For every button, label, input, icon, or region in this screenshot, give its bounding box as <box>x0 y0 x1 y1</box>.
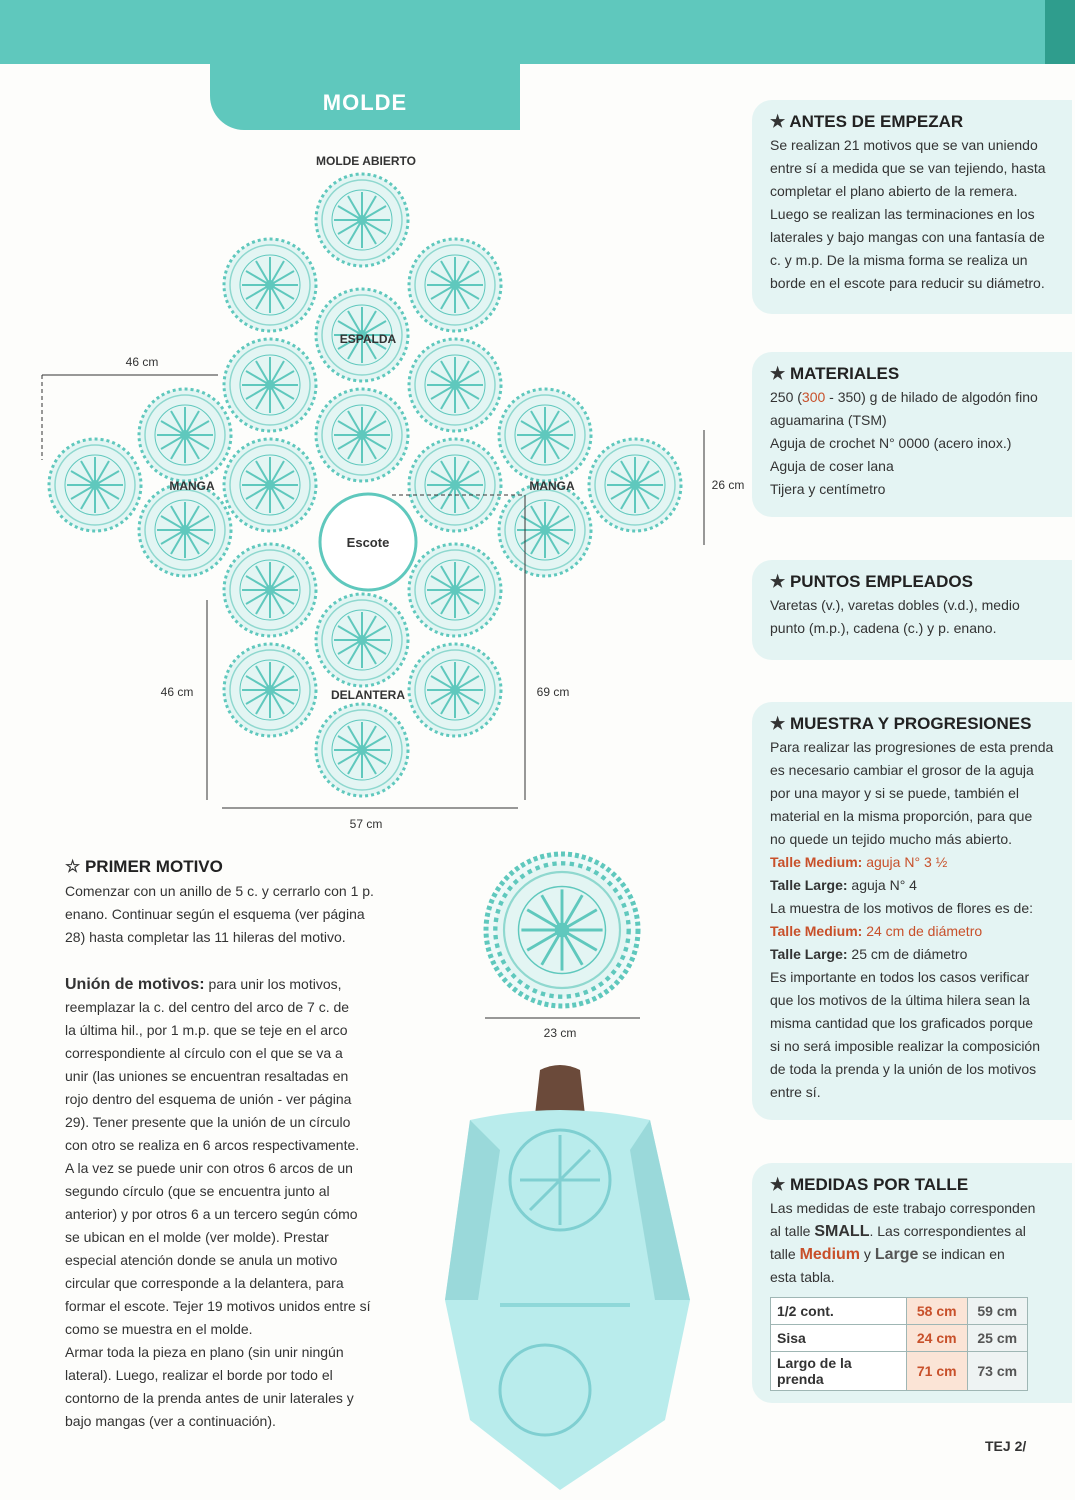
union-line: Armar toda la pieza en plano (sin unir ningún <box>65 1344 344 1360</box>
union-line: segundo círculo (que se encuentra junto al <box>65 1183 330 1199</box>
materiales-title: MATERIALES <box>789 364 900 383</box>
antes-line: Se realizan 21 motivos que se van uniendo <box>770 137 1038 153</box>
antes-line: laterales y bajo mangas con una fantasía de <box>770 229 1045 245</box>
puntos-line: Varetas (v.), varetas dobles (v.d.), medio <box>770 597 1020 613</box>
antes-line: entre sí a medida que se van tejiendo, hasta <box>770 160 1046 176</box>
row-large: 73 cm <box>967 1352 1028 1391</box>
muestra-line2: que los motivos de la última hilera sean la <box>770 992 1030 1008</box>
primer-line-2: enano. Continuar según el esquema (ver página <box>65 906 365 922</box>
union-line: como se muestra en el molde. <box>65 1321 253 1337</box>
tm-label: Talle Medium: <box>770 854 863 870</box>
top-color-band-edge <box>1045 0 1075 64</box>
dim-width: 57 cm <box>349 817 383 831</box>
size-small: SMALL <box>814 1223 870 1240</box>
dim-height: 69 cm <box>536 685 570 699</box>
dim-side-height: 46 cm <box>160 685 194 699</box>
dim-motif-diameter: 23 cm <box>543 1026 577 1040</box>
union-line: anterior) y por otros 6 a un tercero según cómo <box>65 1206 358 1222</box>
antes-line: borde en el escote para reducir su diámetro. <box>770 275 1045 291</box>
sizes-table <box>770 1297 1028 1391</box>
row-label: 1/2 cont. <box>771 1298 907 1325</box>
muestra-line2: si no será imposible realizar la composición <box>770 1038 1041 1054</box>
muestra-line2: misma cantidad que los graficados porque <box>770 1015 1034 1031</box>
antes-box <box>752 100 1072 314</box>
row-large: 25 cm <box>967 1325 1028 1352</box>
single-motif-sample <box>486 854 638 1006</box>
union-first-line: para unir los motivos, <box>204 976 342 992</box>
union-line: lateral). Luego, realizar el borde por todo el <box>65 1367 333 1383</box>
union-line: circular que corresponde a la delantera, para <box>65 1275 344 1291</box>
union-line: la última hil., por 1 m.p. que se teje en el arco <box>65 1022 348 1038</box>
union-line: contorno de la prenda antes de unir laterales y <box>65 1390 354 1406</box>
muestra-line2: entre sí. <box>770 1084 821 1100</box>
medidas-l2b: . Las correspondientes al <box>869 1223 1026 1239</box>
muestra-line2: Es importante en todos los casos verificar <box>770 969 1030 985</box>
materiales-box <box>752 352 1072 517</box>
primer-motivo-section <box>65 855 395 949</box>
union-section <box>65 973 395 1433</box>
materiales-heading: ★ MATERIALES <box>770 364 900 383</box>
medidas-l3a: talle <box>770 1246 800 1262</box>
tm-value: aguja N° 3 ½ <box>862 854 948 870</box>
muestra-line2: de toda la prenda y la unión de los motivos <box>770 1061 1037 1077</box>
tm2-value: 24 cm de diámetro <box>862 923 983 939</box>
muestra-sample-line: La muestra de los motivos de flores es de: <box>770 900 1034 916</box>
primer-line-1: Comenzar con un anillo de 5 c. y cerrarlo con 1 p. <box>65 883 374 899</box>
table-row <box>771 1298 1028 1325</box>
row-medium: 24 cm <box>907 1325 968 1352</box>
tm2-label: Talle Medium: <box>770 923 863 939</box>
materiales-l1b: - 350) g de hilado de algodón fino <box>825 389 1038 405</box>
label-back: ESPALDA <box>339 332 397 346</box>
row-label: Largo de la prenda <box>771 1352 907 1391</box>
muestra-line: no quede un tejido mucho más abierto. <box>770 831 1013 847</box>
medidas-l3c: se indican en <box>918 1246 1005 1262</box>
muestra-box <box>752 702 1072 1120</box>
diagram-title: MOLDE ABIERTO <box>315 154 417 168</box>
medidas-line-4: esta tabla. <box>770 1269 835 1285</box>
union-line: A la vez se puede unir con otros 6 arcos de un <box>65 1160 353 1176</box>
puntos-box <box>752 560 1072 660</box>
medidas-line-3 <box>770 1243 1056 1266</box>
muestra-tm <box>770 851 1056 874</box>
materiales-l1-med: 300 <box>801 389 826 405</box>
row-medium: 71 cm <box>907 1352 968 1391</box>
tl2-label: Talle Large: <box>770 946 848 962</box>
muestra-line: por una mayor y si se puede, también el <box>770 785 1020 801</box>
muestra-title: MUESTRA Y PROGRESIONES <box>789 714 1032 733</box>
materiales-line: Aguja de coser lana <box>770 458 894 474</box>
materiales-line: Aguja de crochet N° 0000 (acero inox.) <box>770 435 1012 451</box>
union-line: con otro se realiza en 6 arcos respectivamente. <box>65 1137 360 1153</box>
muestra-tl2 <box>770 943 1056 966</box>
section-title: MOLDE <box>322 90 408 115</box>
materiales-line: aguamarina (TSM) <box>770 412 887 428</box>
union-line: rojo dentro del esquema de unión - ver página <box>65 1091 352 1107</box>
muestra-tm2 <box>770 920 1056 943</box>
primer-motivo-heading: ☆ PRIMER MOTIVO <box>65 857 223 876</box>
medidas-line-1: Las medidas de este trabajo corresponden <box>770 1200 1036 1216</box>
size-medium: Medium <box>799 1246 861 1263</box>
dim-cuff: 26 cm <box>711 478 745 492</box>
union-line: especial atención donde se anula un motivo <box>65 1252 338 1268</box>
union-line: reemplazar la c. del centro del arco de 7 c. de <box>65 999 350 1015</box>
medidas-l3b: y <box>860 1246 875 1262</box>
page-number: TEJ 2/ <box>985 1438 1027 1454</box>
union-line: unir (las uniones se encuentran resaltadas en <box>65 1068 349 1084</box>
medidas-box <box>752 1163 1072 1403</box>
row-medium: 58 cm <box>907 1298 968 1325</box>
table-row <box>771 1325 1028 1352</box>
tl-label: Talle Large: <box>770 877 848 893</box>
puntos-heading: ★ PUNTOS EMPLEADOS <box>770 572 973 591</box>
motif-grid <box>49 174 681 796</box>
union-line: se ubican en el molde (ver molde). Prestar <box>65 1229 329 1245</box>
muestra-heading: ★ MUESTRA Y PROGRESIONES <box>770 714 1032 733</box>
tl2-value: 25 cm de diámetro <box>847 946 968 962</box>
muestra-line: Para realizar las progresiones de esta prenda <box>770 739 1054 755</box>
muestra-tl <box>770 874 1056 897</box>
union-line: bajo mangas (ver a continuación). <box>65 1413 276 1429</box>
antes-line: Luego se realizan las terminaciones en los <box>770 206 1035 222</box>
union-title: Unión de motivos: <box>65 976 205 993</box>
materiales-line: Tijera y centímetro <box>770 481 886 497</box>
label-neck: Escote <box>346 535 390 550</box>
union-line: formar el escote. Tejer 19 motivos unidos entre sí <box>65 1298 371 1314</box>
medidas-heading: ★ MEDIDAS POR TALLE <box>770 1175 969 1194</box>
puntos-title: PUNTOS EMPLEADOS <box>789 572 973 591</box>
row-large: 59 cm <box>967 1298 1028 1325</box>
primer-motivo-title: PRIMER MOTIVO <box>84 857 223 876</box>
muestra-line: material en la misma proporción, para que <box>770 808 1033 824</box>
puntos-line: punto (m.p.), cadena (c.) y p. enano. <box>770 620 997 636</box>
row-label: Sisa <box>771 1325 907 1352</box>
antes-line: completar el plano abierto de la remera. <box>770 183 1018 199</box>
materiales-line-1 <box>770 386 1056 409</box>
muestra-line: es necesario cambiar el grosor de la aguja <box>770 762 1034 778</box>
materiales-l1a: 250 ( <box>770 389 802 405</box>
medidas-l2a: al talle <box>770 1223 815 1239</box>
medidas-title: MEDIDAS POR TALLE <box>789 1175 969 1194</box>
primer-line-3: 28) hasta completar las 11 hileras del motivo. <box>65 929 346 945</box>
medidas-line-2 <box>770 1220 1056 1243</box>
table-row <box>771 1352 1028 1391</box>
tl-value: aguja N° 4 <box>847 877 917 893</box>
antes-heading: ★ ANTES DE EMPEZAR <box>770 112 964 131</box>
label-sleeve-left: MANGA <box>169 479 215 493</box>
antes-title: ANTES DE EMPEZAR <box>789 112 964 131</box>
garment-photo <box>438 1060 690 1500</box>
size-large: Large <box>874 1246 919 1263</box>
union-line: correspondiente al círculo con el que se va a <box>65 1045 343 1061</box>
label-sleeve-right: MANGA <box>529 479 575 493</box>
union-line: 29). Tener presente que la unión de un círculo <box>65 1114 351 1130</box>
label-front: DELANTERA <box>331 688 405 702</box>
antes-line: c. y m.p. De la misma forma se realiza un <box>770 252 1028 268</box>
dim-sleeve-width: 46 cm <box>125 355 159 369</box>
